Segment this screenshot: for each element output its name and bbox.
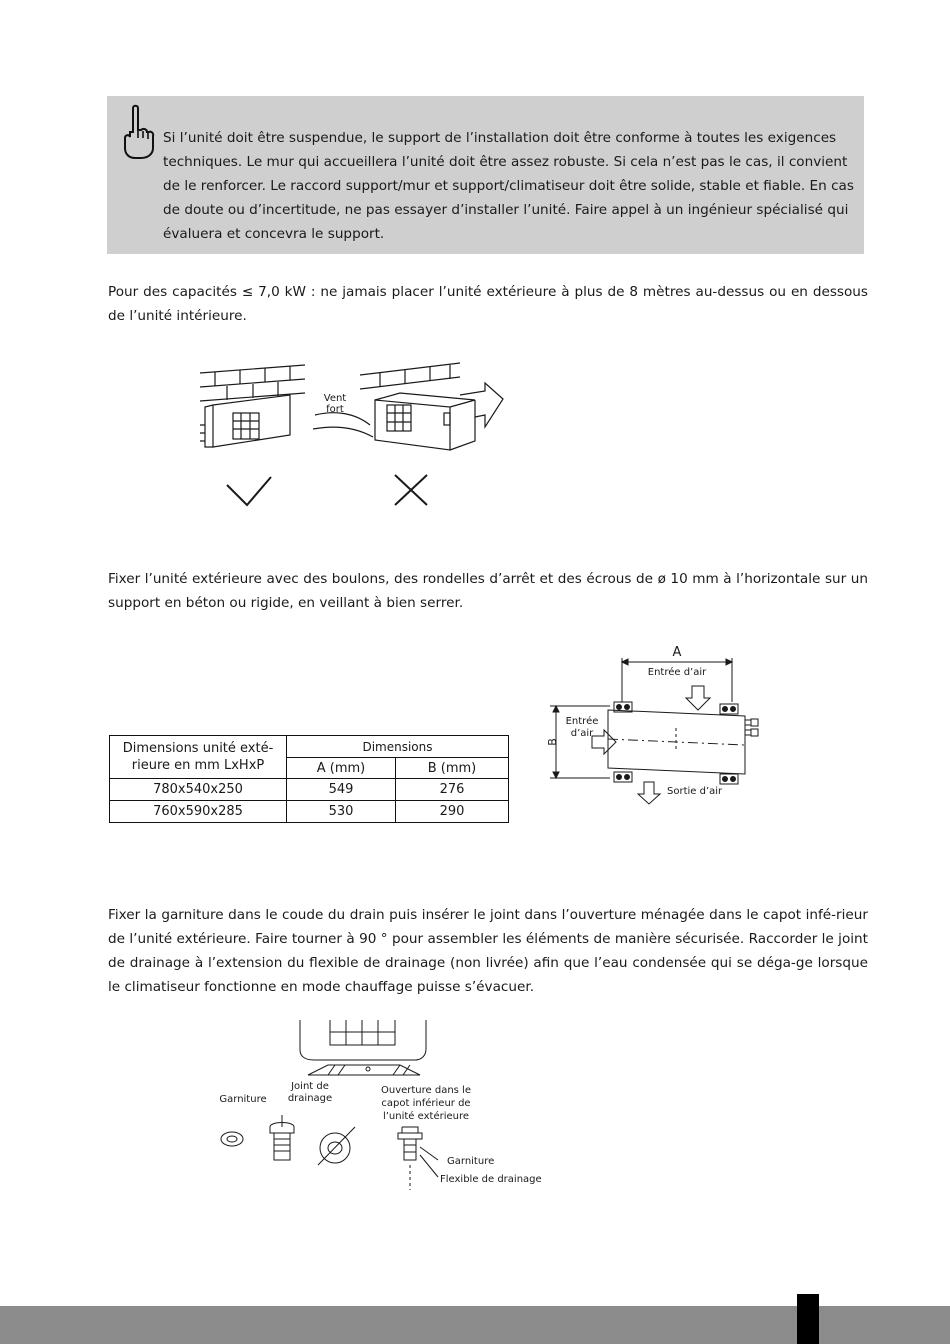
table-cell-b: 290 [396,801,509,823]
note-text: Si l’unité doit être suspendue, le support de l’installation doit être conforme à toutes les exigences techniques. Le mur qui accueillera l’unité doit être assez robuste. Si cela n’est pas le cas, il convient de le renforcer. Le raccord support/mur et support/climatiseur doit être solide, stable et fiable. En cas de doute ou d’incertitude, ne pas essayer d’installer l’unité. Faire appel à un ingénieur spécialisé qui évaluera et concevra le support. [163,130,854,242]
garniture-right-label: Garniture [447,1156,495,1167]
figure-drainage [210,1015,560,1195]
wind-label-1: Vent [323,393,347,404]
figure-top-view [540,640,770,810]
figure-placement [195,355,515,515]
table-cell-size: 760x590x285 [110,801,287,823]
paragraph-capacity: Pour des capacités ≤ 7,0 kW : ne jamais placer l’unité extérieure à plus de 8 mètres au-dessus ou en dessous de l’unité intérieure. [108,284,868,324]
flexible-label: Flexible de drainage [440,1174,542,1185]
dimensions-table [109,735,509,823]
table-cell-b: 276 [396,779,509,801]
pointing-hand-icon [113,102,157,162]
air-in-side-label-2: d’air [570,728,594,739]
table-header-a: A (mm) [287,758,396,779]
table-header-b: B (mm) [396,758,509,779]
table-header-size: Dimensions unité exté-rieure en mm LxHxP [110,736,287,779]
joint-label-1: Joint de [291,1081,329,1092]
air-out-label: Sortie d’air [667,786,723,797]
wind-label-2: fort [326,404,344,415]
table-cell-a: 530 [287,801,396,823]
dimension-a-label: A [672,645,682,660]
dimension-b-label: B [546,738,559,746]
table-row [110,801,509,823]
joint-label-2: drainage [287,1093,333,1104]
garniture-left-label: Garniture [219,1094,267,1105]
caution-note [107,96,864,254]
table-header-dimensions: Dimensions [287,736,509,758]
ouverture-label-2: capot inférieur de [381,1098,471,1109]
air-in-side-label-1: Entrée [565,716,599,727]
page-footer-tab [797,1294,819,1344]
ouverture-label-1: Ouverture dans le [380,1085,472,1096]
table-row [110,779,509,801]
paragraph-fixing: Fixer l’unité extérieure avec des boulons, des rondelles d’arrêt et des écrous de ø 10 mm à l’horizontale sur un support en béton ou rigide, en veillant à bien serrer. [108,571,868,611]
ouverture-label-3: l’unité extérieure [382,1111,470,1122]
air-in-top-label: Entrée d’air [647,667,707,678]
paragraph-drainage: Fixer la garniture dans le coude du drain puis insérer le joint dans l’ouverture ménagée dans le capot infé-rieur de l’unité extérieure. Faire tourner à 90 ° pour assembler les éléments de manière sécurisée. Raccorder le joint de drainage à l’extension du flexible de drainage (non livrée) afin que l’eau condensée qui se déga-ge lorsque le climatiseur fonctionne en mode chauffage puisse s’évacuer. [108,907,868,995]
table-cell-a: 549 [287,779,396,801]
table-cell-size: 780x540x250 [110,779,287,801]
